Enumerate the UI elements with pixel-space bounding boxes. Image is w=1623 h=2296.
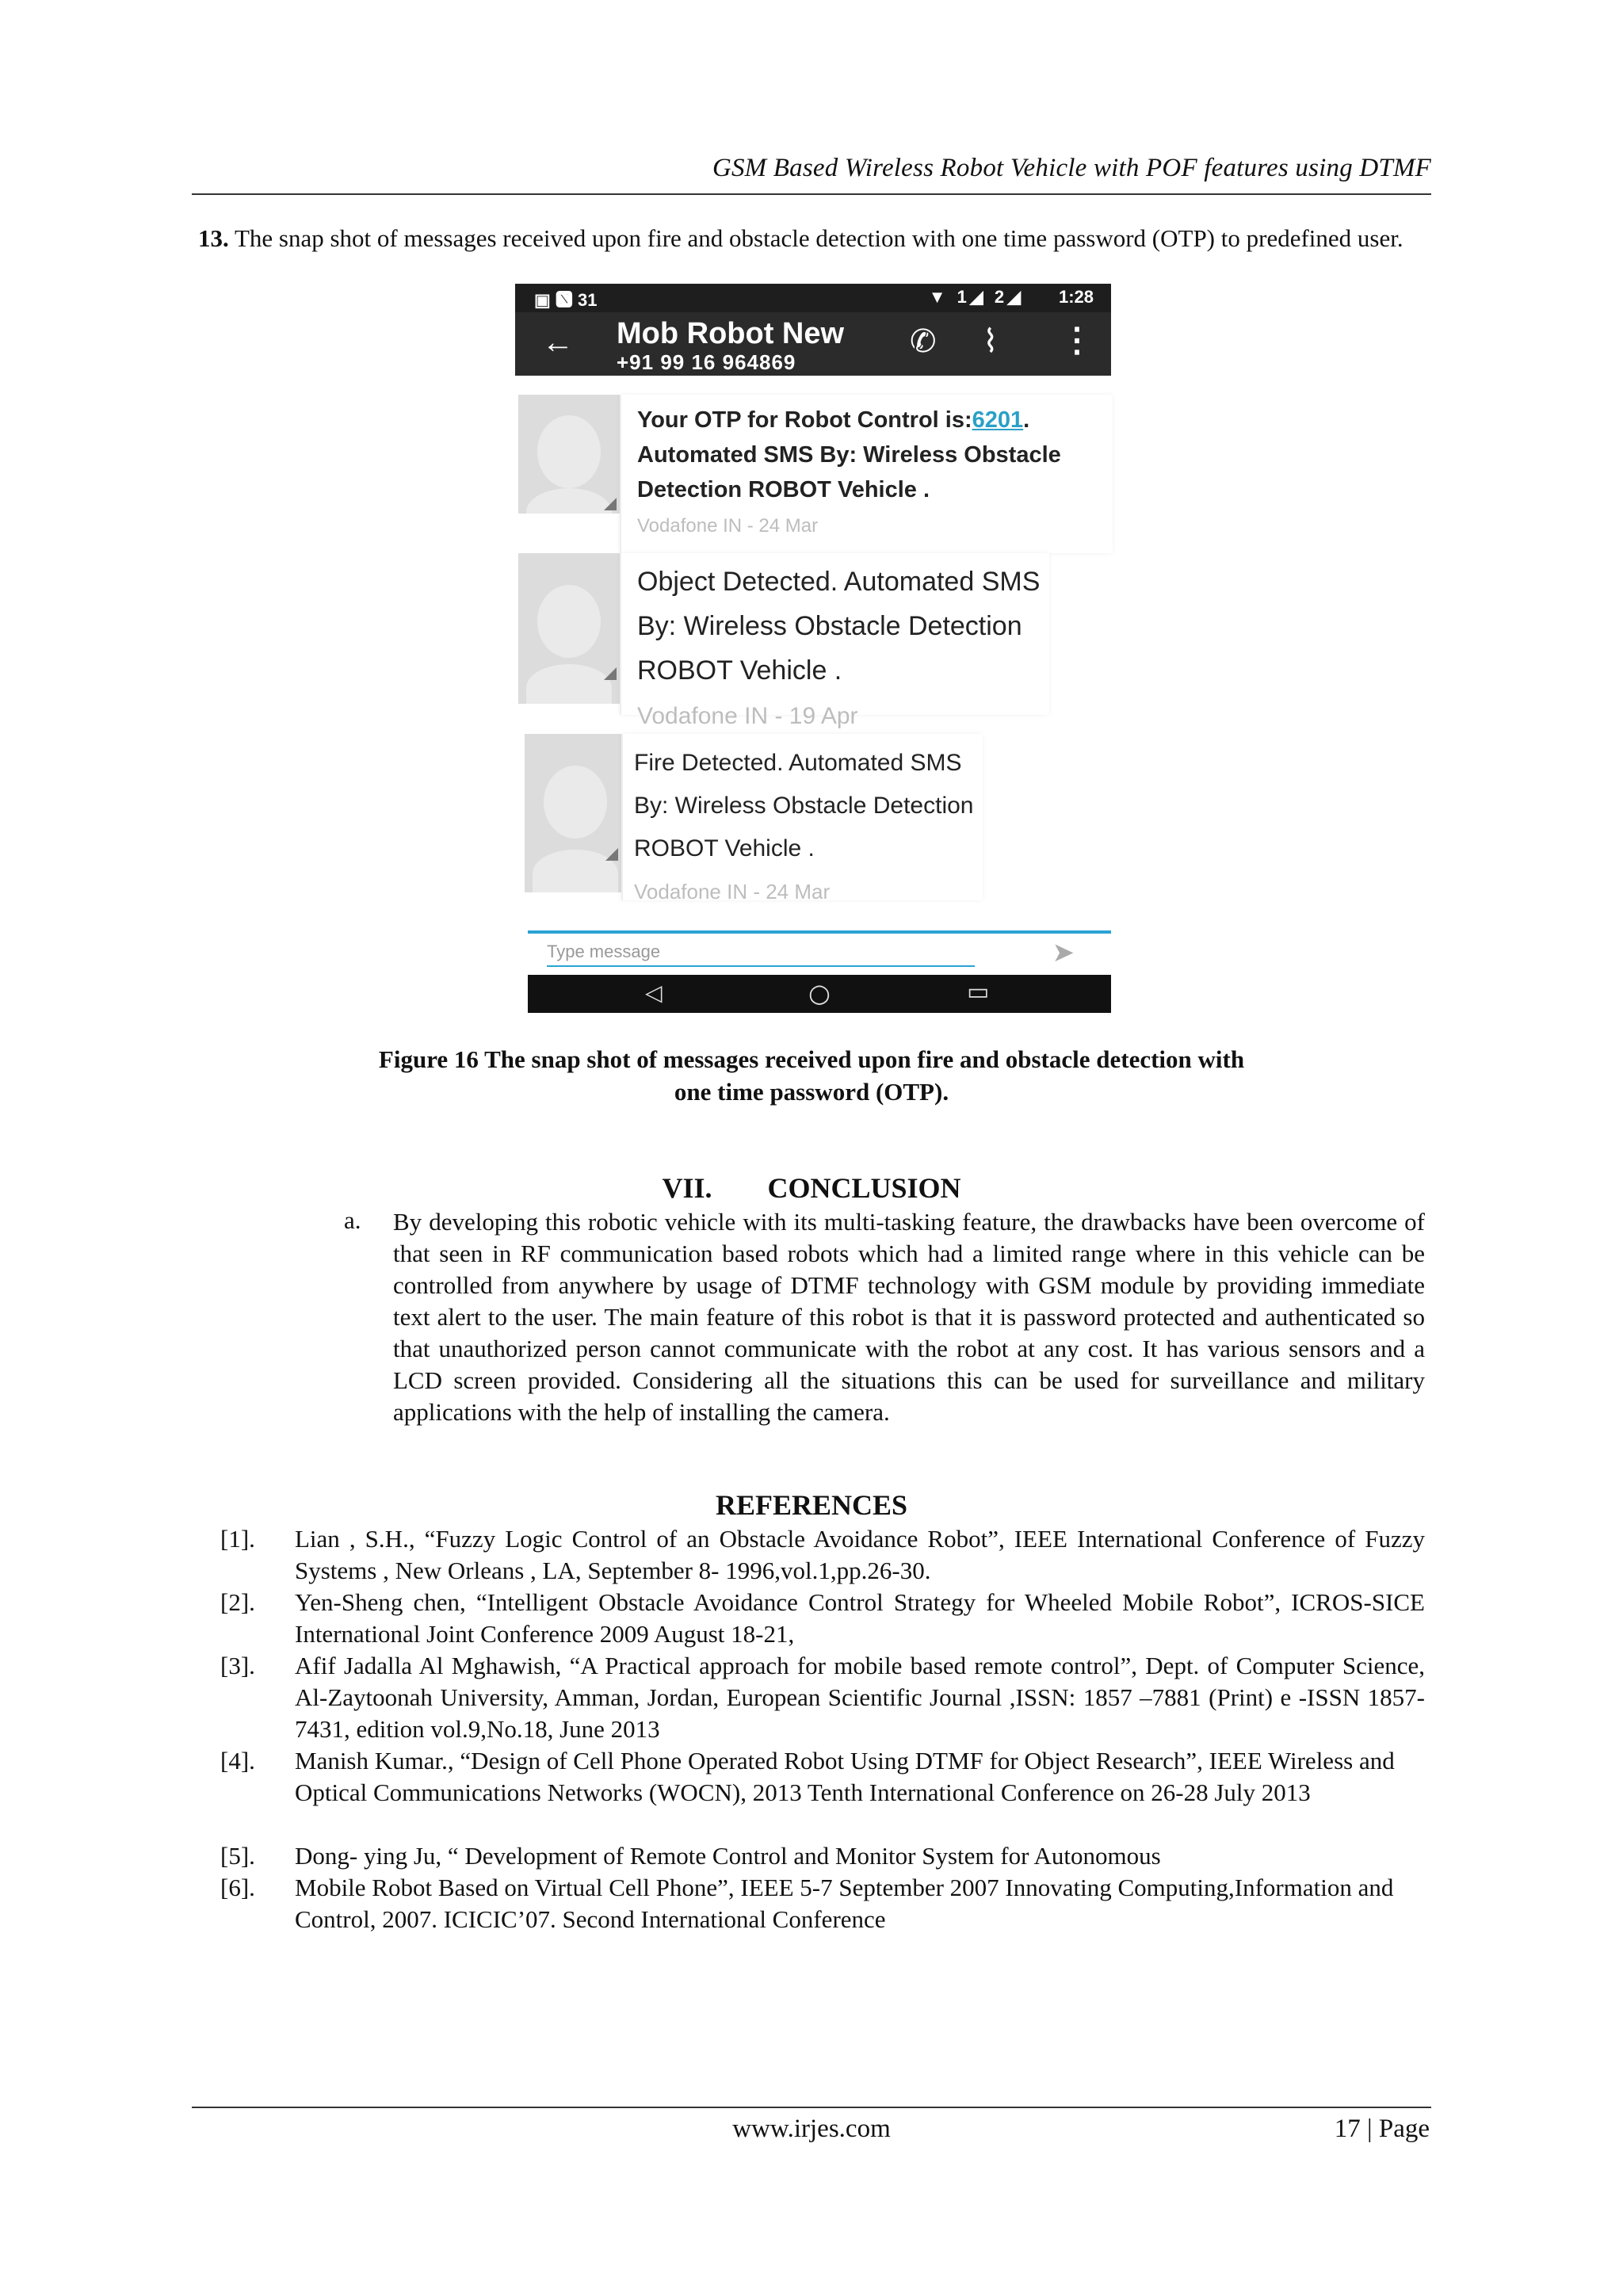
reference-text: Afif Jadalla Al Mghawish, “A Practical approach for mobile based remote control”, Dept. of Computer Science, Al-Zaytoonah University, Amman, Jordan, European Scientific Journal ,ISSN: 1857 –7881 (Print) e -ISSN 1857-7431, edition vol.9,No.18, June 2013 — [295, 1652, 1425, 1743]
message-meta: Vodafone IN - 24 Mar — [637, 515, 819, 537]
type-message-input[interactable]: Type message — [547, 942, 975, 967]
figure-caption — [0, 1043, 1623, 1108]
figure-intro-paragraph — [198, 223, 1425, 254]
reference-number: [4]. — [220, 1747, 255, 1775]
sender-avatar — [518, 553, 620, 704]
message-bubble-fire-detected[interactable] — [621, 734, 983, 904]
message-compose-bar — [528, 930, 1111, 978]
notification-icons: ▣ 🅽 31 — [534, 290, 598, 310]
bubble-tail — [604, 667, 617, 680]
reference-text: Lian , S.H., “Fuzzy Logic Control of an Obstacle Avoidance Robot”, IEEE International Conference of Fuzzy Systems , New Orleans , LA, September 8- 1996,vol.1,pp.26-30. — [295, 1525, 1425, 1584]
reference-number: [1]. — [220, 1525, 255, 1553]
message-bubble-object-detected[interactable] — [620, 553, 1049, 729]
reference-item — [220, 1872, 1425, 1935]
references-heading: REFERENCES — [715, 1489, 908, 1521]
more-options-icon[interactable]: ⋮ — [1060, 321, 1094, 358]
intro-text: The snap shot of messages received upon fire and obstacle detection with one time password (OTP) to predefined user. — [228, 224, 1403, 252]
reference-number: [5]. — [220, 1842, 255, 1870]
reference-item — [220, 1523, 1425, 1587]
header-divider — [192, 193, 1431, 195]
bubble-tail — [605, 848, 618, 861]
reference-text: Dong- ying Ju, “ Development of Remote Control and Monitor System for Autonomous — [295, 1842, 1161, 1870]
phone-screenshot — [515, 284, 1111, 1013]
message-text: Fire Detected. Automated SMS By: Wireless Obstacle Detection ROBOT Vehicle . — [634, 750, 974, 861]
message-bubble-otp[interactable] — [620, 395, 1113, 553]
sender-avatar — [525, 734, 626, 892]
section-number: VII. — [662, 1172, 712, 1204]
phone-call-icon[interactable]: ✆ — [910, 324, 937, 359]
reference-item — [220, 1650, 1425, 1745]
conversation-app-bar — [515, 312, 1111, 376]
sender-avatar — [518, 395, 620, 514]
section-title: CONCLUSION — [767, 1172, 961, 1204]
reference-text: Mobile Robot Based on Virtual Cell Phone”, IEEE 5-7 September 2007 Innovating Computing,Information and Control, 2007. ICICIC’07. Second International Conference — [295, 1874, 1394, 1933]
back-arrow-icon[interactable]: ← — [542, 325, 574, 360]
status-time: 1:28 — [1058, 287, 1094, 307]
conclusion-paragraph: By developing this robotic vehicle with its multi-tasking feature, the drawbacks have been overcome of that seen in RF communication based robots which had a limited range where in this vehicle can be controlled from anywhere by usage of DTMF technology with GSM module by providing immediate text alert to the user. The main feature of this robot is that it is password protected and authenticated so that unauthorized person cannot communicate with the robot at any cost. It has various sensors and a LCD screen provided. Considering all the situations this can be used for surveillance and military applications with the help of installing the camera. — [393, 1208, 1425, 1426]
reference-text: Manish Kumar., “Design of Cell Phone Operated Robot Using DTMF for Object Research”, IEEE Wireless and Optical Communications Networks (WOCN), 2013 Tenth International Conference on 26-28 July 2013 — [295, 1747, 1395, 1806]
footer-divider — [192, 2107, 1431, 2108]
message-meta: Vodafone IN - 19 Apr — [637, 703, 858, 729]
reference-item — [220, 1745, 1425, 1809]
contact-number: +91 99 16 964869 — [617, 350, 796, 374]
nav-back-icon[interactable]: ◁ — [645, 980, 663, 1006]
signal-icons: ▼ 1◢ 2◢ — [928, 287, 1024, 307]
contact-name: Mob Robot New — [617, 317, 845, 350]
caption-line: Figure 16 The snap shot of messages received upon fire and obstacle detection with — [378, 1045, 1245, 1073]
message-text: Object Detected. Automated SMS By: Wireless Obstacle Detection ROBOT Vehicle . — [637, 567, 1041, 686]
bubble-tail — [604, 498, 617, 510]
message-text: . Automated SMS By: Wireless Obstacle Detection ROBOT Vehicle . — [637, 407, 1061, 502]
list-item-label: a. — [344, 1206, 361, 1234]
running-header: GSM Based Wireless Robot Vehicle with POF features using DTMF — [712, 154, 1431, 182]
item-number: 13. — [198, 224, 229, 252]
message-text: Your OTP for Robot Control is: — [637, 407, 972, 433]
message-meta: Vodafone IN - 24 Mar — [634, 880, 831, 904]
reference-text: Yen-Sheng chen, “Intelligent Obstacle Avoidance Control Strategy for Wheeled Mobile Robot”, ICROS-SICE International Joint Conference 2009 August 18-21, — [295, 1588, 1425, 1648]
status-bar — [515, 284, 1111, 312]
nav-recent-apps-icon[interactable]: ▭ — [967, 978, 990, 1006]
navigation-bar — [528, 975, 1111, 1013]
section-heading — [0, 1171, 1623, 1205]
reference-number: [3]. — [220, 1652, 255, 1679]
reference-number: [2]. — [220, 1588, 255, 1616]
send-icon[interactable]: ➤ — [1052, 938, 1075, 968]
reference-item — [220, 1840, 1425, 1872]
nav-home-icon[interactable]: ○ — [808, 978, 831, 1008]
reference-item — [220, 1587, 1425, 1650]
caption-line: one time password (OTP). — [674, 1078, 949, 1106]
footer-url: www.irjes.com — [732, 2115, 891, 2143]
otp-link[interactable]: 6201 — [972, 407, 1024, 433]
paperclip-icon[interactable]: ⌇ — [983, 324, 999, 359]
page-number: 17 | Page — [1334, 2115, 1430, 2143]
reference-number: [6]. — [220, 1874, 255, 1901]
